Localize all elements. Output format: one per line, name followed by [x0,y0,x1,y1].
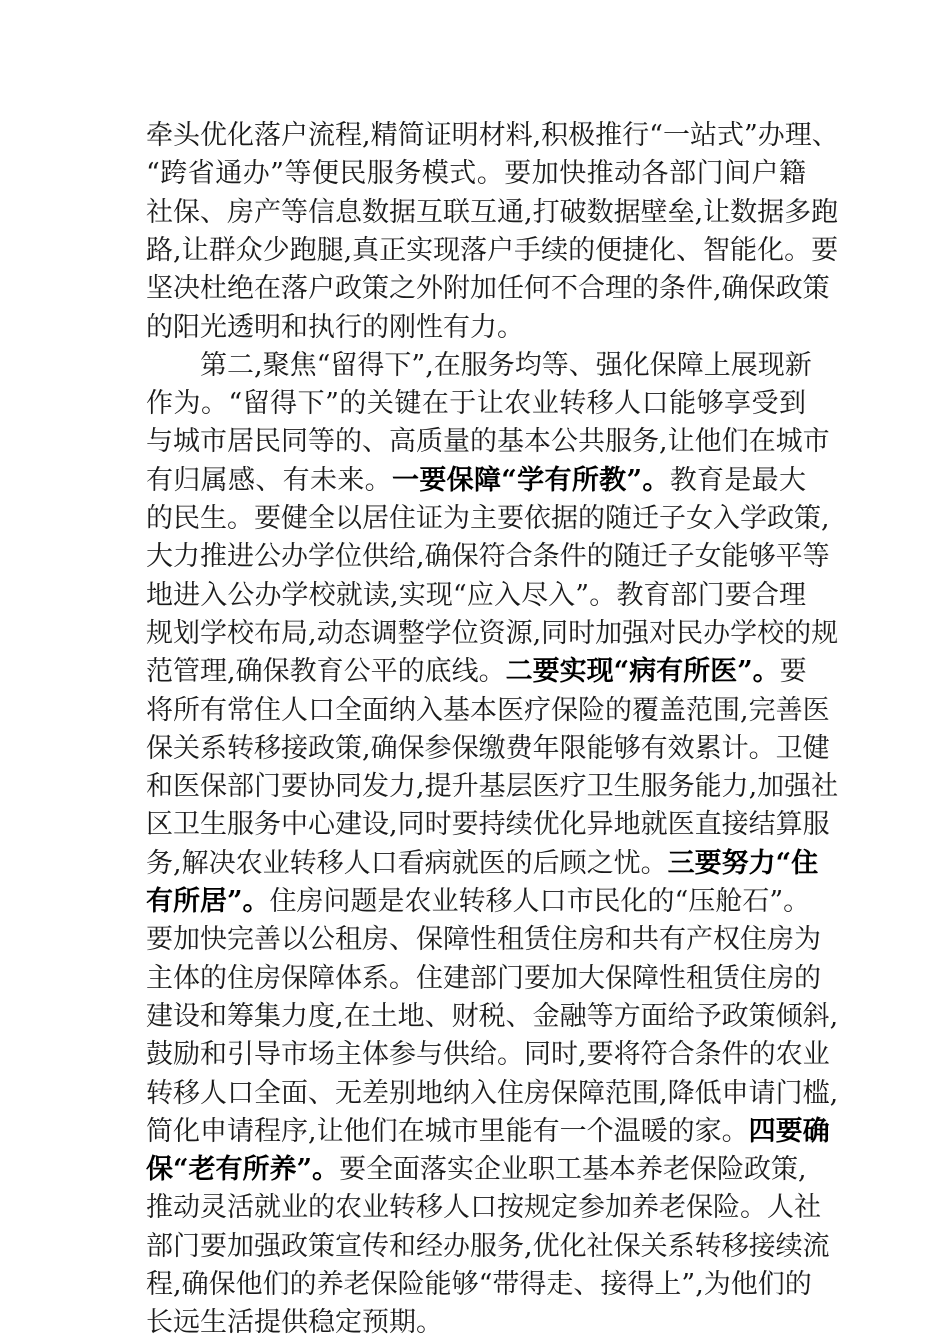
text-line: 有所居”。住房问题是农业转移人口市民化的“压舱石”。 [146,886,811,917]
text-line: 地进入公办学校就读,实现“应入尽入”。教育部门要合理 [146,580,806,611]
text-line: “跨省通办”等便民服务模式。要加快推动各部门间户籍 [146,158,806,189]
text-line: 推动灵活就业的农业转移人口按规定参加养老保险。人社 [146,1192,821,1223]
text-line: 规划学校布局,动态调整学位资源,同时加强对民办学校的规 [146,618,839,649]
paragraph-opening-line: 第二,聚焦“留得下”,在服务均等、强化保障上展现新 [200,350,812,381]
text-line: 与城市居民同等的、高质量的基本公共服务,让他们在城市 [146,426,830,457]
text-line: 建设和筹集力度,在土地、财税、金融等方面给予政策倾斜, [146,1001,839,1032]
text-line: 简化申请程序,让他们在城市里能有一个温暖的家。四要确 [146,1116,830,1147]
text-line: 的民生。要健全以居住证为主要依据的随迁子女入学政策, [146,503,830,534]
text-line: 社保、房产等信息数据互联互通,打破数据壁垒,让数据多跑 [146,197,839,228]
text-line: 务,解决农业转移人口看病就医的后顾之忧。三要努力“住 [146,848,819,879]
text-line: 将所有常住人口全面纳入基本医疗保险的覆盖范围,完善医 [146,695,830,726]
text-line: 牵头优化落户流程,精简证明材料,积极推行“一站式”办理、 [146,120,839,151]
bold-heading-housing-cont: 有所居”。 [146,886,270,917]
text-line: 长远生活提供稳定预期。 [146,1307,443,1338]
text-line: 部门要加强政策宣传和经办服务,优化社保关系转移接续流 [146,1231,830,1262]
text-line: 的阳光透明和执行的刚性有力。 [146,312,524,343]
text-line: 转移人口全面、无差别地纳入住房保障范围,降低申请门槛, [146,1078,839,1109]
text-line: 作为。“留得下”的关键在于让农业转移人口能够享受到 [146,388,806,419]
text-line: 要加快完善以公租房、保障性租赁住房和共有产权住房为 [146,924,821,955]
bold-heading-pension-cont: 保“老有所养”。 [146,1154,340,1185]
bold-heading-pension: 四要确 [748,1116,830,1147]
text-line: 大力推进公办学位供给,确保符合条件的随迁子女能够平等 [146,541,830,572]
text-line: 范管理,确保教育公平的底线。二要实现“病有所医”。要 [146,656,807,687]
bold-heading-medical: 二要实现“病有所医”。 [505,656,780,687]
text-line: 程,确保他们的养老保险能够“带得走、接得上”,为他们的 [146,1269,812,1300]
text-line: 鼓励和引导市场主体参与供给。同时,要将符合条件的农业 [146,1039,830,1070]
bold-heading-education: 一要保障“学有所教”。 [391,465,670,496]
text-line: 坚决杜绝在落户政策之外附加任何不合理的条件,确保政策 [146,273,830,304]
text-line: 保关系转移接政策,确保参保缴费年限能够有效累计。卫健 [146,733,830,764]
text-line: 区卫生服务中心建设,同时要持续优化异地就医直接结算服 [146,809,830,840]
bold-heading-housing: 三要努力“住 [667,848,819,879]
text-line: 保“老有所养”。要全面落实企业职工基本养老保险政策, [146,1154,807,1185]
text-line: 路,让群众少跑腿,真正实现落户手续的便捷化、智能化。要 [146,235,839,266]
text-line: 和医保部门要协同发力,提升基层医疗卫生服务能力,加强社 [146,771,839,802]
text-line: 有归属感、有未来。一要保障“学有所教”。教育是最大 [146,465,807,496]
text-line: 主体的住房保障体系。住建部门要加大保障性租赁住房的 [146,963,821,994]
